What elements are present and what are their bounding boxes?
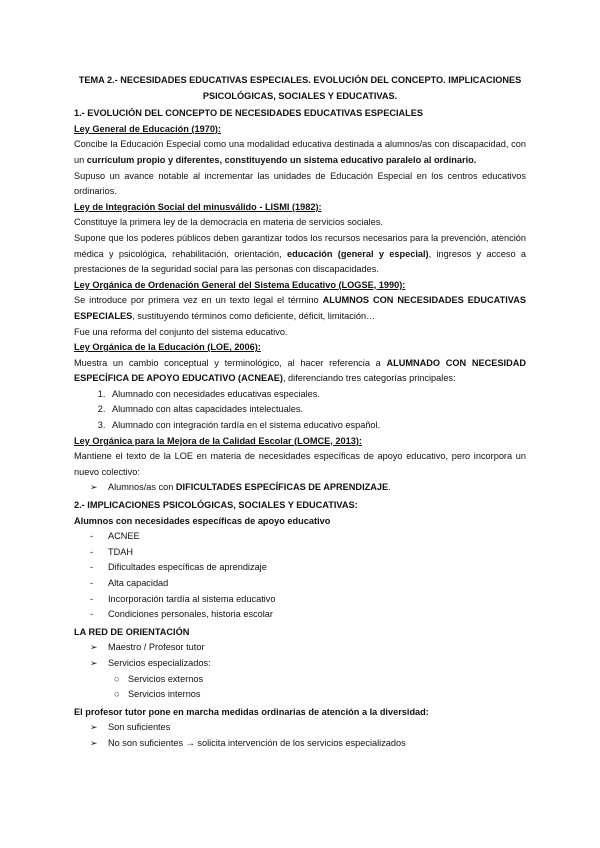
logse-paragraph-2: Fue una reforma del conjunto del sistema educativo. <box>74 326 288 337</box>
list-item: - Condiciones personales, historia escolar <box>90 607 526 623</box>
arrow-bullet-icon: ➢ <box>90 642 98 653</box>
list-item: 3. Alumnado con integración tardía en el sistema educativo español. <box>108 418 526 434</box>
title-line-2: PSICOLÓGICAS, SOCIALES Y EDUCATIVAS. <box>202 90 398 101</box>
arrow-bullet-icon: ➢ <box>90 657 98 668</box>
lomce-paragraph-1: Mantiene el texto de la LOE en materia de necesidades específicas de apoyo educativo, pero incorpora un nuevo colectivo: <box>74 451 526 477</box>
list-item: - Alta capacidad <box>90 576 526 592</box>
list-item: - Dificultades específicas de aprendizaje <box>90 560 526 576</box>
red-orientacion-heading: LA RED DE ORIENTACIÓN <box>74 626 190 637</box>
section-2-subheading: Alumnos con necesidades específicas de apoyo educativo <box>74 515 331 526</box>
dash-bullet-icon: - <box>90 562 94 573</box>
dash-bullet-icon: - <box>90 531 94 542</box>
lomce-list <box>74 480 526 496</box>
lge-paragraph-2: Supuso un avance notable al incrementar las unidades de Educación Especial en los centros educativos ordinarios. <box>74 170 526 197</box>
list-item: 1. Alumnado con necesidades educativas especiales. <box>108 387 526 403</box>
section-2-heading: 2.- IMPLICACIONES PSICOLÓGICAS, SOCIALES Y EDUCATIVAS: <box>74 500 358 511</box>
list-item: ➢ Son suficientes <box>90 720 526 736</box>
loe-paragraph-1: Muestra un cambio conceptual y terminológico, al hacer referencia a ALUMNADO CON NECESIDAD ESPECÍFICA DE APOYO EDUCATIVO (ACNEAE), diferenciando tres categorías principales: <box>74 357 527 384</box>
arrow-bullet-icon: ➢ <box>90 737 98 748</box>
logse-paragraph-1: Se introduce por primera vez en un texto legal el término ALUMNOS CON NECESIDADES EDUCATIVAS ESPECIALES, sustituyendo términos como deficiente, déficit, limitación… <box>74 295 527 321</box>
dash-bullet-icon: - <box>90 593 94 604</box>
dash-bullet-icon: - <box>90 609 94 620</box>
lismi-paragraph-1: Constituye la primera ley de la democracia en materia de servicios sociales. <box>74 217 383 228</box>
servicios-sublist <box>74 672 526 703</box>
document-page <box>74 73 526 752</box>
lge-heading: Ley General de Educación (1970): <box>74 123 222 134</box>
list-item: ➢ Servicios especializados: <box>90 656 526 672</box>
tutor-heading: El profesor tutor pone en marcha medidas ordinarias de atención a la diversidad: <box>74 706 429 717</box>
lismi-paragraph-2: Supone que los poderes públicos deben garantizar todos los recursos necesarios para la prevención, atención médica y psicológica, rehabilitación, orientación, educación (general y especial), ingresos y acceso a prestaciones de la seguridad social para las personas con discapacidades. <box>74 232 527 275</box>
title-line-1: TEMA 2.- NECESIDADES EDUCATIVAS ESPECIALES. EVOLUCIÓN DEL CONCEPTO. IMPLICACIONES <box>78 75 522 85</box>
section-1-heading: 1.- EVOLUCIÓN DEL CONCEPTO DE NECESIDADES EDUCATIVAS ESPECIALES <box>74 108 424 119</box>
list-item: 2. Alumnado con altas capacidades intelectuales. <box>108 402 526 418</box>
list-item: ➢ No son suficientes → solicita intervención de los servicios especializados <box>90 736 526 752</box>
arrow-bullet-icon: ➢ <box>90 722 98 733</box>
loe-heading: Ley Orgánica de la Educación (LOE, 2006): <box>74 342 261 353</box>
loe-category-list <box>74 387 526 434</box>
lge-paragraph-1: Concibe la Educación Especial como una modalidad educativa destinada a alumnos/as con discapacidad, con un currículum propio y diferentes, constituyendo un sistema educativo paralelo al ordinario. <box>74 139 526 165</box>
list-item: ○ Servicios internos <box>114 687 526 703</box>
acneae-list <box>74 529 526 623</box>
circle-bullet-icon: ○ <box>114 689 120 700</box>
document-title <box>74 73 526 104</box>
tutor-list <box>74 720 526 751</box>
lomce-heading: Ley Orgánica para la Mejora de la Calidad Escolar (LOMCE, 2013): <box>74 435 362 446</box>
lismi-heading: Ley de Integración Social del minusválido - LISMI (1982): <box>74 201 322 212</box>
list-item: ➢ Maestro / Profesor tutor <box>90 640 526 656</box>
list-item: ➢ Alumnos/as con DIFICULTADES ESPECÍFICAS DE APRENDIZAJE. <box>90 480 526 496</box>
list-item: - Incorporación tardía al sistema educativo <box>90 592 526 608</box>
dash-bullet-icon: - <box>90 578 94 588</box>
red-orientacion-list <box>74 640 526 671</box>
list-item: - TDAH <box>90 545 526 561</box>
arrow-bullet-icon: ➢ <box>90 482 98 493</box>
logse-heading: Ley Orgánica de Ordenación General del Sistema Educativo (LOGSE, 1990): <box>74 279 406 290</box>
list-item: ○ Servicios externos <box>114 672 526 688</box>
circle-bullet-icon: ○ <box>114 673 120 684</box>
dash-bullet-icon: - <box>90 546 94 557</box>
list-item: - ACNEE <box>90 529 526 545</box>
